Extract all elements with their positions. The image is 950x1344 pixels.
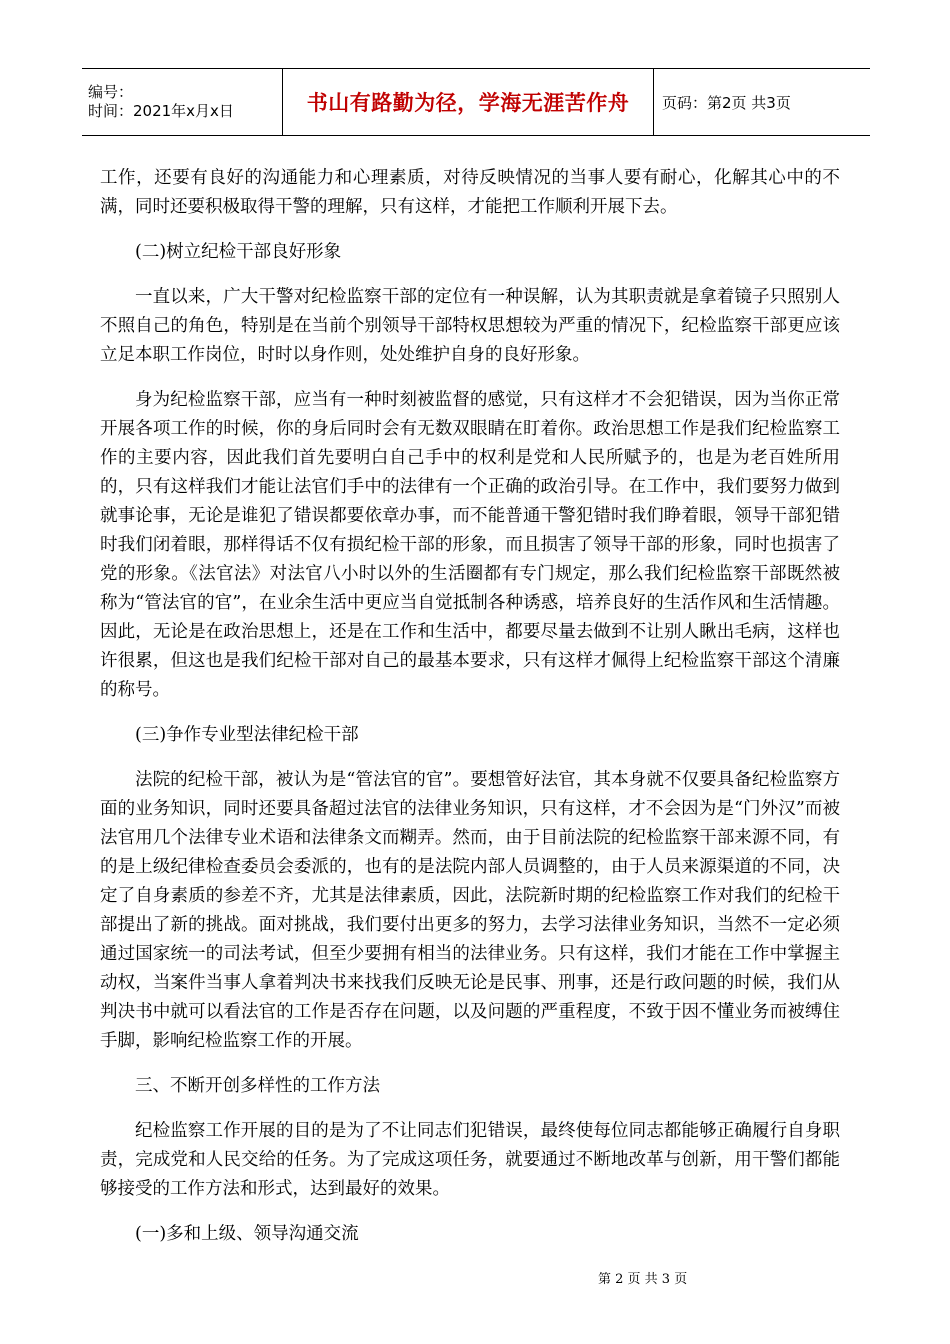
page-header: [82, 68, 870, 136]
section-heading: (三)争作专业型法律纪检干部: [135, 725, 359, 745]
header-page-cell: [654, 69, 870, 135]
header-page-label: 页码：第2页 共3页: [662, 93, 791, 112]
paragraph: 身为纪检监察干部，应当有一种时刻被监督的感觉，只有这样才不会犯错误，因为当你正常开展各项工作的时候，你的身后同时会有无数双眼睛在盯着你。政治思想工作是我们纪检监察工作的主要内容，因此我们首先要明白自己手中的权利是党和人民所赋予的，也是为老百姓所用的，只有这样我们才能让法官们手中的法律有一个正确的政治引导。在工作中，我们要努力做到就事论事，无论是谁犯了错误都要依章办事，而不能普通干警犯错时我们睁着眼，领导干部犯错时我们闭着眼，那样得话不仅有损纪检干部的形象，而且损害了领导干部的形象，同时也损害了党的形象。《法官法》对法官八小时以外的生活圈都有专门规定，那么我们纪检监察干部既然被称为“管法官的官”，在业余生活中更应当自觉抵制各种诱惑，培养良好的生活作风和生活情趣。因此，无论是在政治思想上，还是在工作和生活中，都要尽量去做到不让别人瞅出毛病，这样也许很累，但这也是我们纪检干部对自己的最基本要求，只有这样才佩得上纪检监察干部这个清廉的称号。: [100, 390, 840, 700]
header-motto-cell: [282, 69, 654, 135]
paragraph: 法院的纪检干部，被认为是“管法官的官”。要想管好法官，其本身就不仅要具备纪检监察方面的业务知识，同时还要具备超过法官的法律业务知识，只有这样，才不会因为是“门外汉”而被法官用几个法律专业术语和法律条文而糊弄。然而，由于目前法院的纪检监察干部来源不同，有的是上级纪律检查委员会委派的，也有的是法院内部人员调整的，由于人员来源渠道的不同，决定了自身素质的参差不齐，尤其是法律素质，因此，法院新时期的纪检监察工作对我们的纪检干部提出了新的挑战。面对挑战，我们要付出更多的努力，去学习法律业务知识，当然不一定必须通过国家统一的司法考试，但至少要拥有相当的法律业务。只有这样，我们才能在工作中掌握主动权，当案件当事人拿着判决书来找我们反映无论是民事、刑事，还是行政问题的时候，我们从判决书中就可以看法官的工作是否存在问题，以及问题的严重程度，不致于因不懂业务而被缚住手脚，影响纪检监察工作的开展。: [100, 770, 840, 1051]
header-motto: 书山有路勤为径，学海无涯苦作舟: [306, 91, 630, 115]
page-footer: 第 2 页 共 3 页: [598, 1272, 688, 1287]
header-meta: [82, 69, 282, 135]
paragraph: 纪检监察工作开展的目的是为了不让同志们犯错误，最终使每位同志都能够正确履行自身职责，完成党和人民交给的任务。为了完成这项任务，就要通过不断地改革与创新，用干警们都能够接受的工作方法和形式，达到最好的效果。: [100, 1121, 840, 1199]
document-body: [100, 164, 840, 1265]
section-heading: (一)多和上级、领导沟通交流: [135, 1224, 359, 1244]
document-date-label: 时间：2021年x月x日: [88, 102, 234, 120]
document-number-label: 编号：: [88, 83, 134, 101]
paragraph: 一直以来，广大干警对纪检监察干部的定位有一种误解，认为其职责就是拿着镜子只照别人不照自己的角色，特别是在当前个别领导干部特权思想较为严重的情况下，纪检监察干部更应该立足本职工作岗位，时时以身作则，处处维护自身的良好形象。: [100, 287, 840, 365]
paragraph: 工作，还要有良好的沟通能力和心理素质，对待反映情况的当事人要有耐心，化解其心中的不满，同时还要积极取得干警的理解，只有这样，才能把工作顺利开展下去。: [100, 168, 840, 217]
section-heading: 三、不断开创多样性的工作方法: [135, 1076, 380, 1096]
section-heading: (二)树立纪检干部良好形象: [135, 242, 342, 262]
